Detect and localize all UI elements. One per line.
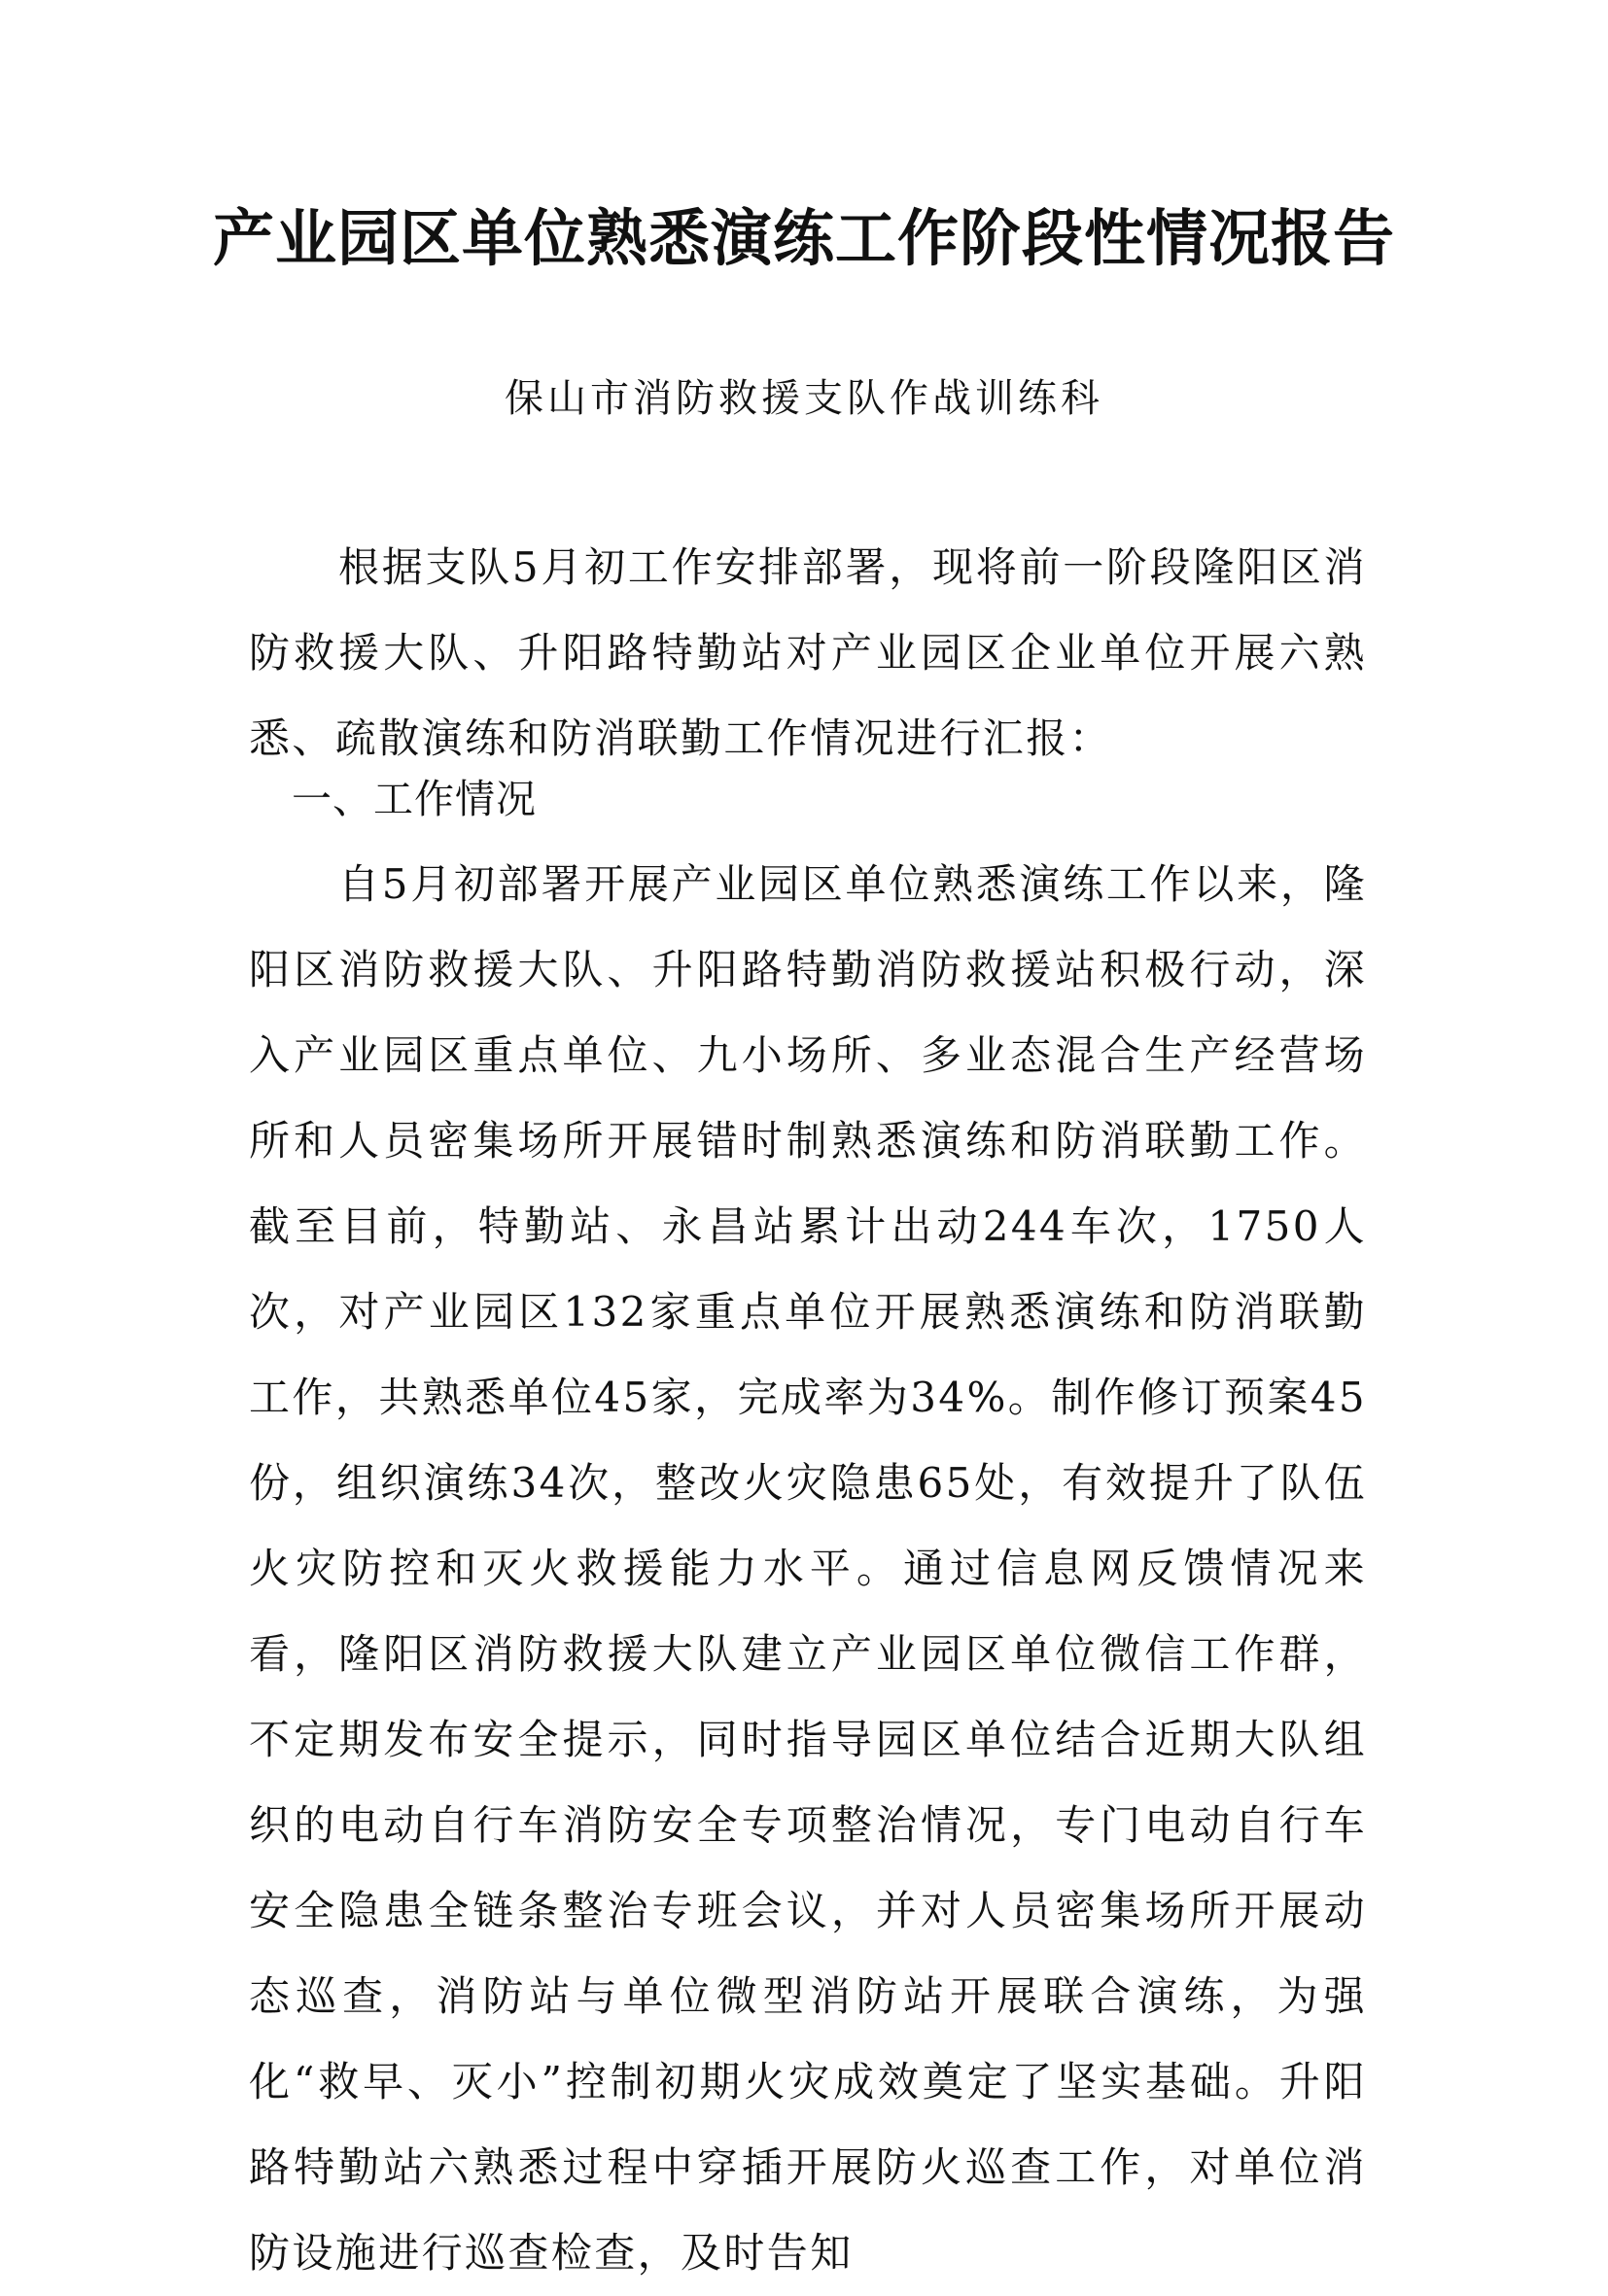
- section-heading-work-status: 一、工作情况: [292, 776, 537, 822]
- section-paragraph-work-status: 自5月初部署开展产业园区单位熟悉演练工作以来，隆阳区消防救援大队、升阳路特勤消防救援站积极行动，深入产业园区重点单位、九小场所、多业态混合生产经营场所和人员密集场所开展错时制熟悉演练和防消联勤工作。截至目前，特勤站、永昌站累计出动244车次，1750人次，对产业园区132家重点单位开展熟悉演练和防消联勤工作，共熟悉单位45家，完成率为34%。制作修订预案45份，组织演练34次，整改火灾隐患65处，有效提升了队伍火灾防控和灭火救援能力水平。通过信息网反馈情况来看，隆阳区消防救援大队建立产业园区单位微信工作群，不定期发布安全提示，同时指导园区单位结合近期大队组织的电动自行车消防安全专项整治情况，专门电动自行车安全隐患全链条整治专班会议，并对人员密集场所开展动态巡查，消防站与单位微型消防站开展联合演练，为强化“救早、灭小”控制初期火灾成效奠定了坚实基础。升阳路特勤站六熟悉过程中穿插开展防火巡查工作，对单位消防设施进行巡查检查，及时告知: [249, 860, 1367, 2277]
- document-title: 产业园区单位熟悉演练工作阶段性情况报告: [213, 202, 1395, 274]
- intro-paragraph: 根据支队5月初工作安排部署，现将前一阶段隆阳区消防救援大队、升阳路特勤站对产业园区企业单位开展六熟悉、疏散演练和防消联勤工作情况进行汇报：: [249, 543, 1367, 762]
- issuing-organization: 保山市消防救援支队作战训练科: [505, 376, 1103, 421]
